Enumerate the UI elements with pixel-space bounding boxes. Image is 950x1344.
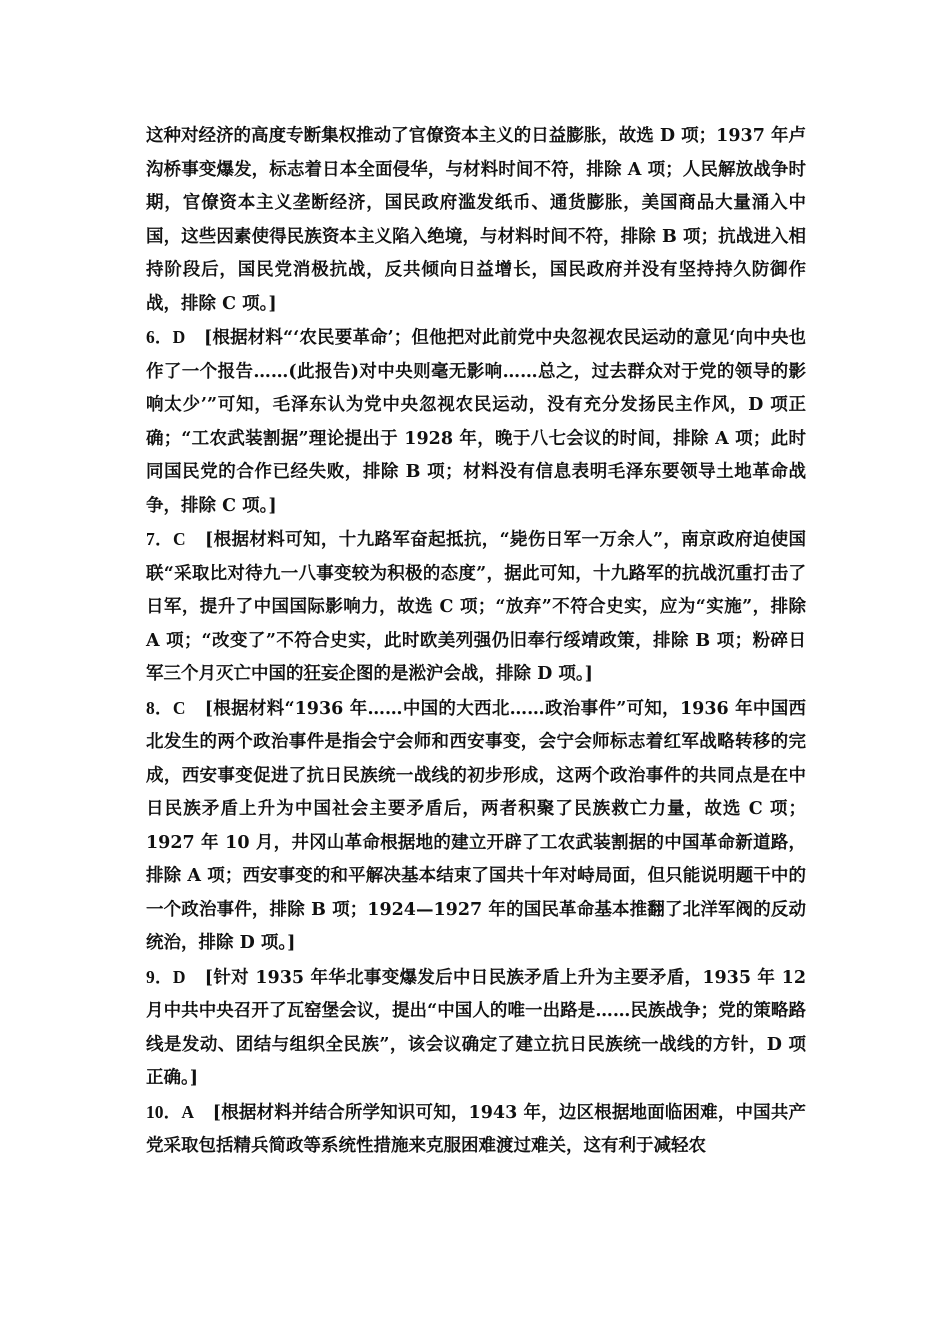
answer-paragraph-9 <box>146 961 806 1096</box>
answer-number: 9．D <box>146 966 186 987</box>
answer-text: [根据材料并结合所学知识可知，1943 年，边区根据地面临困难，中国共产党采取包括精兵简政等系统性措施来克服困难渡过难关，这有利于减轻农 <box>146 1102 807 1156</box>
answer-text: [根据材料“‘农民要革命’；但他把对此前党中央忽视农民运动的意见‘向中央也作了一个报告……(此报告)对中央则毫无影响……总之，过去群众对于党的领导的影响太少’”可知，毛泽东认为党中央忽视农民运动，没有充分发扬民主作风，D 项正确；“工农武装割据”理论提出于 1928 年，晚于八七会议的时间，排除 A 项；此时同国民党的合作已经失败，排除 B 项；材料没有信息表明毛泽东要领导土地革命战争，排除 C 项。] <box>146 328 807 516</box>
answer-number: 10．A <box>146 1101 194 1122</box>
answer-paragraph-6 <box>146 321 806 523</box>
answer-number: 8．C <box>146 697 186 718</box>
answer-number: 6．D <box>146 327 186 347</box>
answer-number: 7．C <box>146 529 186 549</box>
answer-paragraph-7 <box>146 523 806 692</box>
answer-paragraph-10 <box>146 1096 806 1164</box>
answer-page <box>146 120 806 1164</box>
answer-text: [根据材料“1936 年……中国的大西北……政治事件”可知，1936 年中国西北发生的两个政治事件是指会宁会师和西安事变，会宁会师标志着红军战略转移的完成，西安事变促进了抗日民族统一战线的初步形成，这两个政治事件的共同点是在中日民族矛盾上升为中国社会主要矛盾后，两者积聚了民族救亡力量，故选 C 项；1927 年 10 月，井冈山革命根据地的建立开辟了工农武装割据的中国革命新道路，排除 A 项；西安事变的和平解决基本结束了国共十年对峙局面，但只能说明题干中的一个政治事件，排除 B 项；1924—1927 年的国民革命基本推翻了北洋军阀的反动统治，排除 D 项。] <box>146 698 807 953</box>
answer-paragraph-8 <box>146 692 806 961</box>
answer-text: [针对 1935 年华北事变爆发后中日民族矛盾上升为主要矛盾，1935 年 12 月中共中央召开了瓦窑堡会议，提出“中国人的唯一出路是……民族战争；党的策略路线是发动、团结与组织全民族”，该会议确定了建立抗日民族统一战线的方针，D 项正确。] <box>146 967 806 1088</box>
answer-text: 这种对经济的高度专断集权推动了官僚资本主义的日益膨胀，故选 D 项；1937 年卢沟桥事变爆发，标志着日本全面侵华，与材料时间不符，排除 A 项；人民解放战争时期，官僚资本主义垄断经济，国民政府滥发纸币、通货膨胀，美国商品大量涌入中国，这些因素使得民族资本主义陷入绝境，与材料时间不符，排除 B 项；抗战进入相持阶段后，国民党消极抗战，反共倾向日益增长，国民政府并没有坚持持久防御作战，排除 C 项。] <box>146 126 806 314</box>
answer-text: [根据材料可知，十九路军奋起抵抗，“毙伤日军一万余人”，南京政府迫使国联“采取比对待九一八事变较为积极的态度”，据此可知，十九路军的抗战沉重打击了日军，提升了中国国际影响力，故选 C 项；“放弃”不符合史实，应为“实施”，排除 A 项；“改变了”不符合史实，此时欧美列强仍旧奉行绥靖政策，排除 B 项；粉碎日军三个月灭亡中国的狂妄企图的是淞沪会战，排除 D 项。] <box>146 530 806 684</box>
answer-paragraph-continued <box>146 120 806 321</box>
